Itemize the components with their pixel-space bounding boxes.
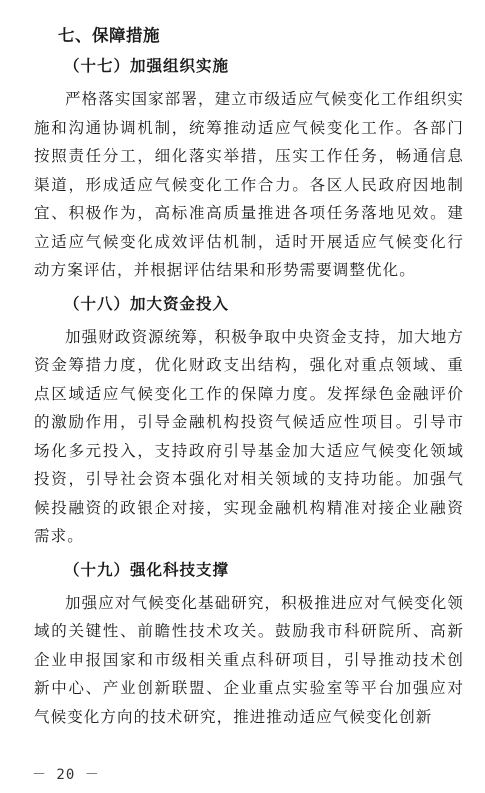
- paragraph-17: 严格落实国家部署，建立市级适应气候变化工作组织实施和沟通协调机制，统筹推动适应气候变化工作。各部门按照责任分工，细化落实举措，压实工作任务，畅通信息渠道，形成适应气候变化工作合力。各区人民政府因地制宜、积极作为，高标准高质量推进各项任务落地见效。建立适应气候变化成效评估机制，适时开展适应气候变化行动方案评估，并根据评估结果和形势需要调整优化。: [34, 90, 464, 279]
- paragraph-19: 加强应对气候变化基础研究，积极推进应对气候变化领域的关键性、前瞻性技术攻关。鼓励我市科研院所、高新企业申报国家和市级相关重点科研项目，引导推动技术创新中心、产业创新联盟、企业重点实验室等平台加强应对气候变化方向的技术研究，推进推动适应气候变化创新: [34, 593, 464, 726]
- document-page: [34, 22, 464, 737]
- subsection-title-19: （十九）强化科技支撑: [64, 559, 230, 579]
- section-title: 七、保障措施: [58, 26, 160, 45]
- subsection-title-18: （十八）加大资金投入: [64, 293, 230, 313]
- subsection-title-17: （十七）加强组织实施: [64, 56, 230, 75]
- paragraph-18: 加强财政资源统筹，积极争取中央资金支持，加大地方资金筹措力度，优化财政支出结构，强化对重点领域、重点区域适应气候变化工作的保障力度。发挥绿色金融评价的激励作用，引导金融机构投资气候适应性项目。引导市场化多元投入，支持政府引导基金加大适应气候变化领域投资，引导社会资本强化对相关领域的支持功能。加强气候投融资的政银企对接，实现金融机构精准对接企业融资需求。: [34, 327, 464, 545]
- page-number: － 20 －: [32, 767, 100, 783]
